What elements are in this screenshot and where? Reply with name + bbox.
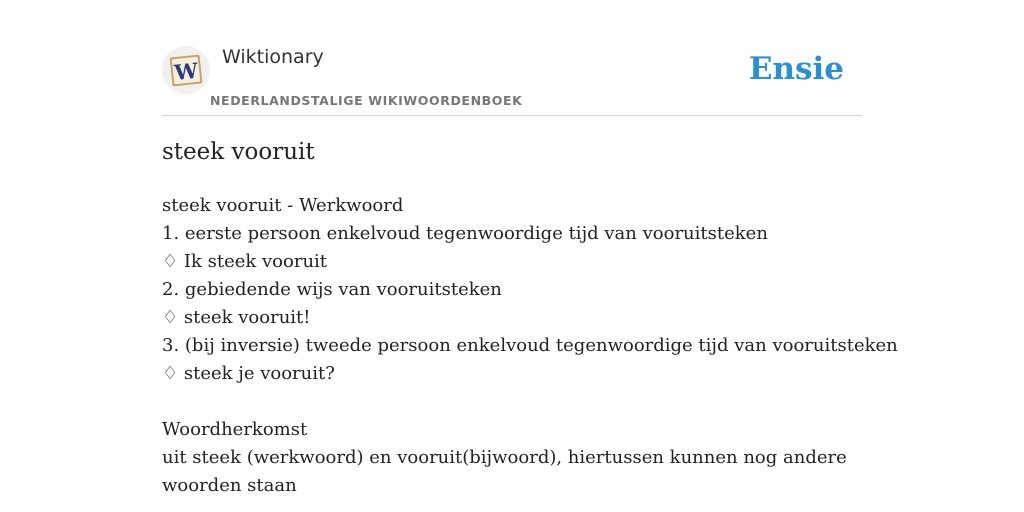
site-subtitle: NEDERLANDSTALIGE WIKIWOORDENBOEK xyxy=(210,93,523,108)
ensie-brand-link[interactable]: Ensie xyxy=(748,51,844,87)
example-2: ♢ steek vooruit! xyxy=(162,307,311,328)
entry-heading: steek vooruit - Werkwoord xyxy=(162,195,404,216)
definition-1: 1. eerste persoon enkelvoud tegenwoordige tijd van vooruitsteken xyxy=(162,223,768,244)
section-gap xyxy=(162,388,862,416)
example-1: ♢ Ik steek vooruit xyxy=(162,251,328,272)
site-title[interactable]: Wiktionary xyxy=(222,46,324,68)
wiktionary-logo-icon xyxy=(166,50,206,90)
definition-3: 3. (bij inversie) tweede persoon enkelvoud tegenwoordige tijd van vooruitsteken xyxy=(162,335,898,356)
etymology-heading: Woordherkomst xyxy=(162,419,308,440)
site-header xyxy=(162,0,862,116)
example-3: ♢ steek je vooruit? xyxy=(162,363,335,384)
etymology-text: uit steek (werkwoord) en vooruit(bijwoord), hiertussen kunnen nog andere woorden staan xyxy=(162,447,847,496)
wiktionary-logo[interactable] xyxy=(162,46,210,94)
entry-content xyxy=(162,192,898,500)
page-title: steek vooruit xyxy=(162,139,315,165)
logo-letter: W xyxy=(173,57,200,86)
definition-2: 2. gebiedende wijs van vooruitsteken xyxy=(162,279,502,300)
